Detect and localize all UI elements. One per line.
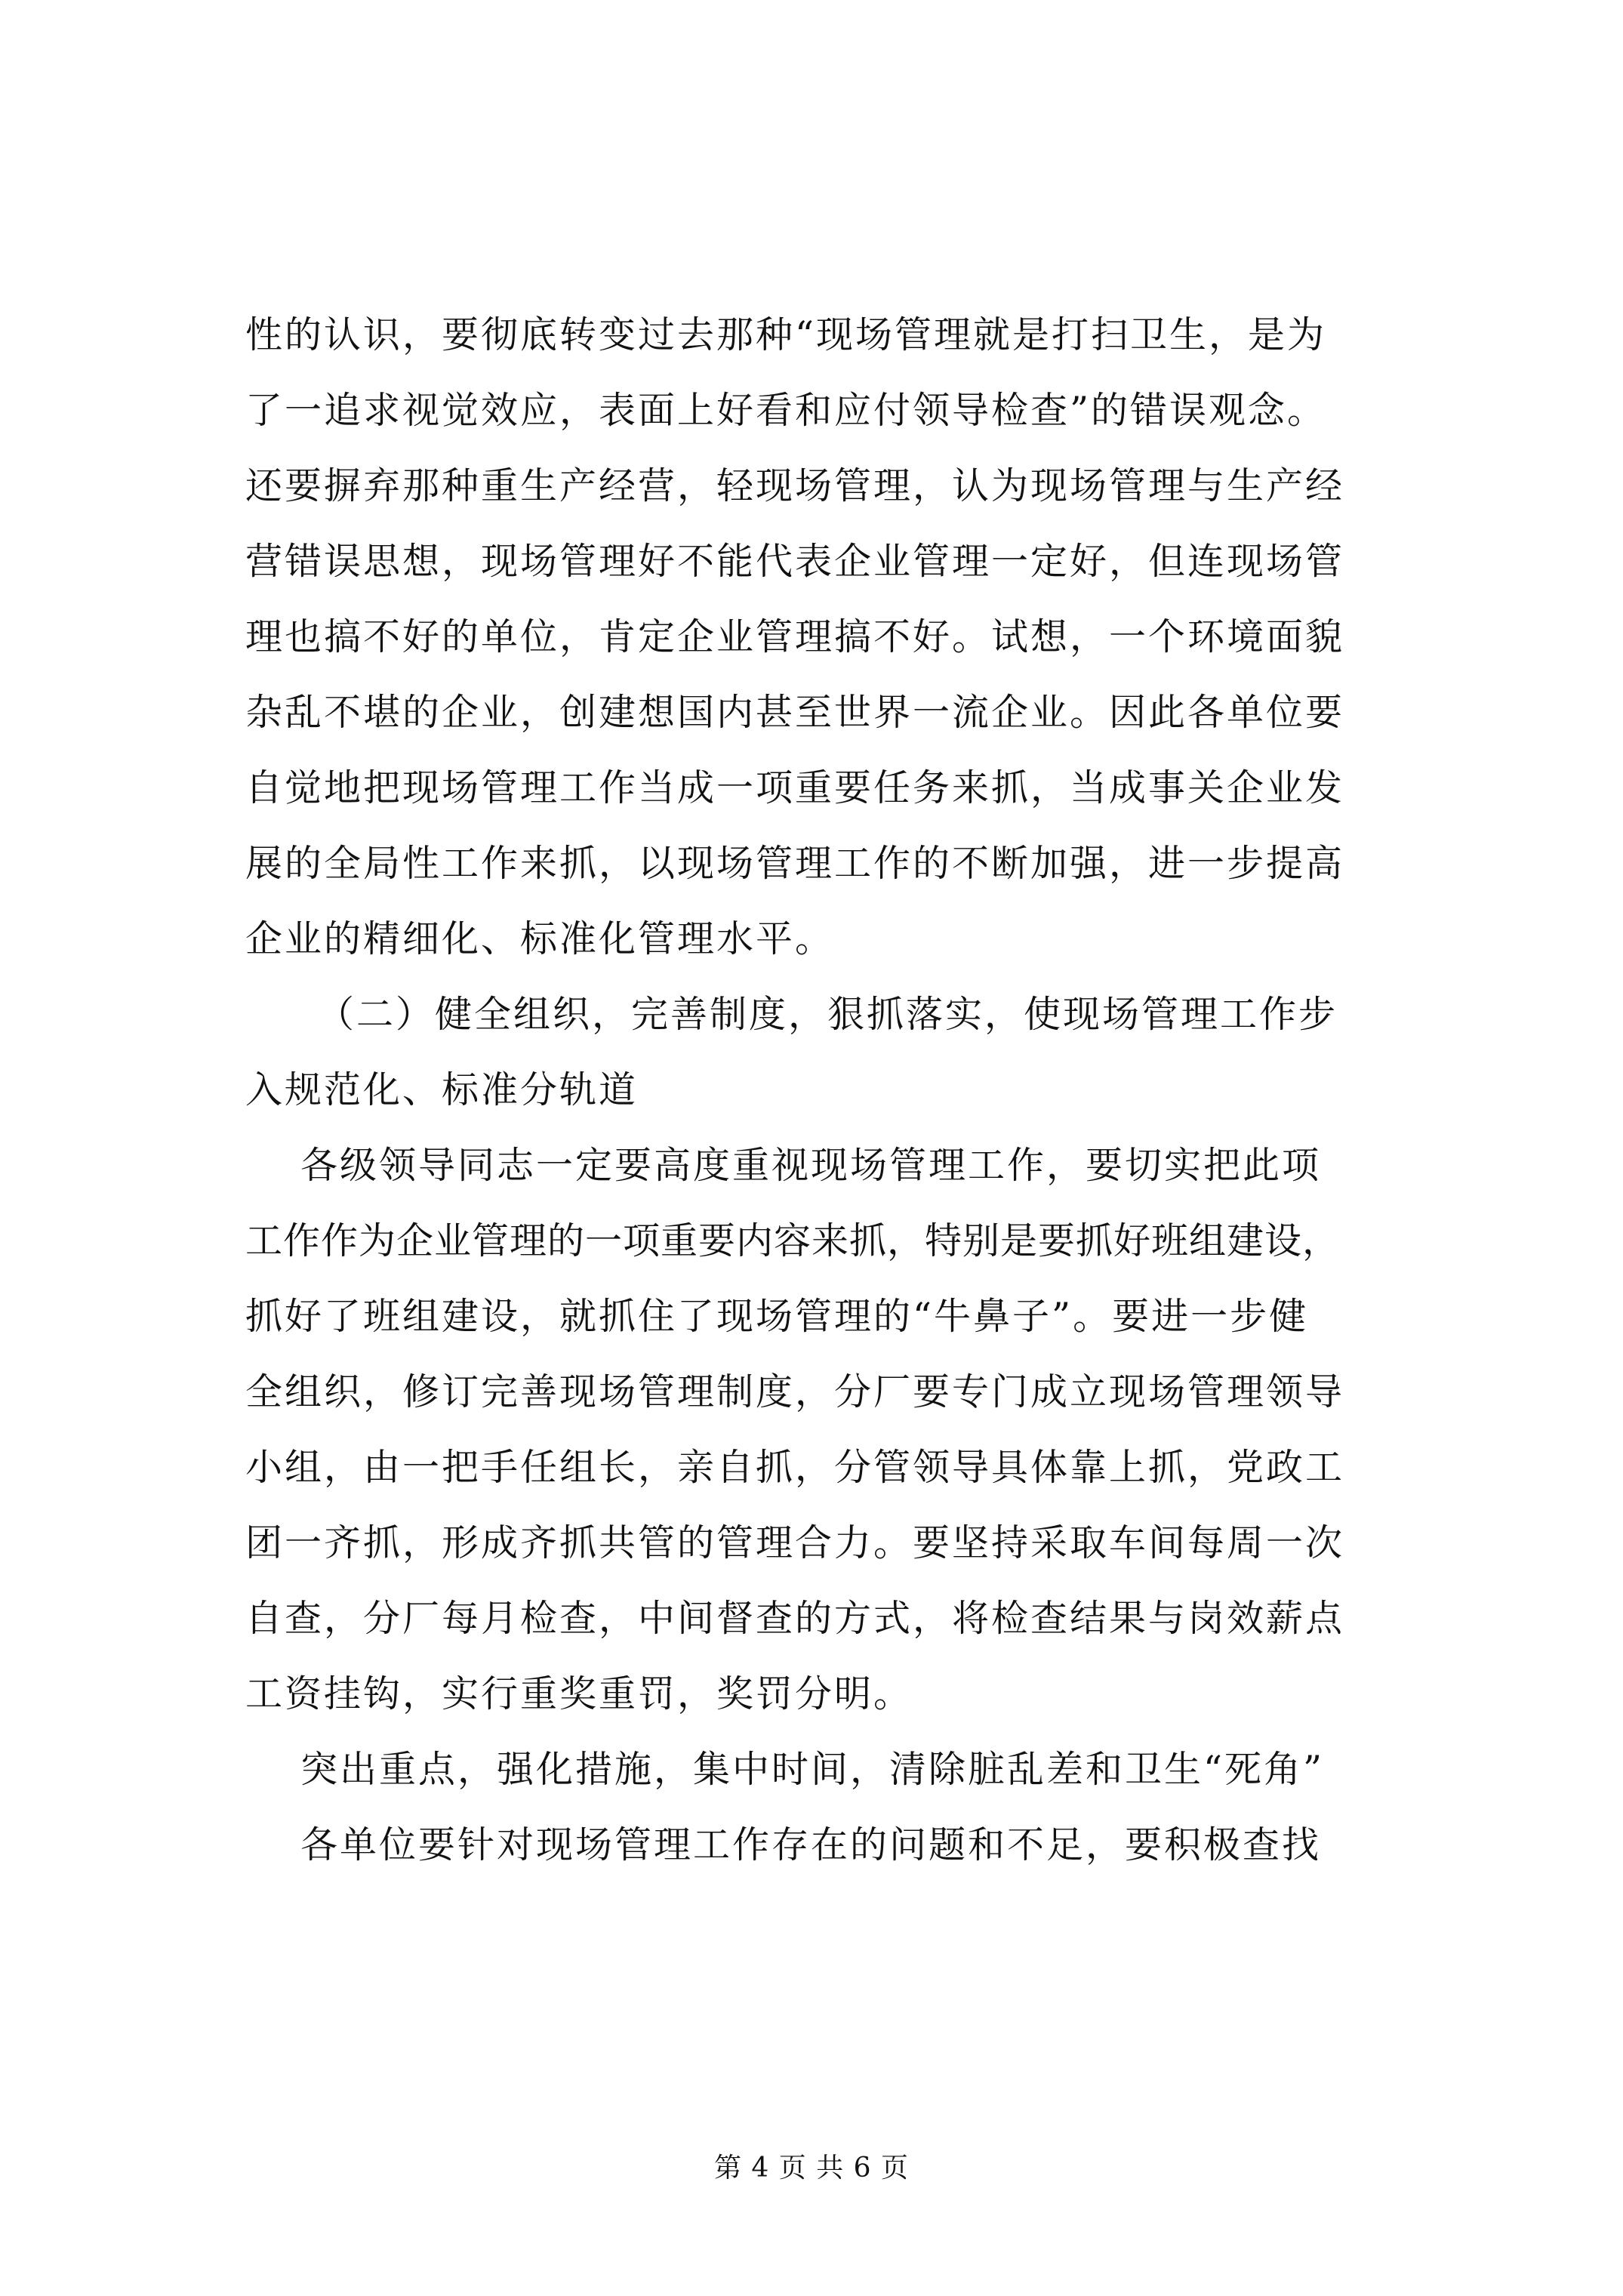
section-heading-line: 入规范化、标准分轨道 xyxy=(245,1068,639,1111)
paragraph-line: 团一齐抓，形成齐抓共管的管理合力。要坚持采取车间每周一次 xyxy=(245,1521,1345,1564)
section-heading-line: （二）健全组织，完善制度，狠抓落实，使现场管理工作步 xyxy=(317,993,1338,1036)
paragraph-line: 营错误思想，现场管理好不能代表企业管理一定好，但连现场管 xyxy=(245,540,1345,583)
paragraph-line: 企业的精细化、标准化管理水平。 xyxy=(245,917,835,960)
paragraph-line: 各级领导同志一定要高度重视现场管理工作，要切实把此项 xyxy=(300,1144,1322,1187)
paragraph-line: 自查，分厂每月检查，中间督查的方式，将检查结果与岗效薪点 xyxy=(245,1597,1345,1640)
paragraph-line: 工资挂钩，实行重奖重罚，奖罚分明。 xyxy=(245,1672,913,1715)
paragraph-line: 自觉地把现场管理工作当成一项重要任务来抓，当成事关企业发 xyxy=(245,766,1345,809)
paragraph-line: 性的认识，要彻底转变过去那种“现场管理就是打扫卫生，是为 xyxy=(245,313,1327,356)
paragraph-line: 小组，由一把手任组长，亲自抓，分管领导具体靠上抓，党政工 xyxy=(245,1446,1345,1489)
paragraph-line: 突出重点，强化措施，集中时间，清除脏乱差和卫生“死角” xyxy=(300,1748,1325,1791)
paragraph-line: 各单位要针对现场管理工作存在的问题和不足，要积极查找 xyxy=(300,1823,1322,1866)
paragraph-line: 展的全局性工作来抓，以现场管理工作的不断加强，进一步提高 xyxy=(245,842,1345,885)
paragraph-line: 全组织，修订完善现场管理制度，分厂要专门成立现场管理领导 xyxy=(245,1370,1345,1413)
page-number-footer: 第 4 页 共 6 页 xyxy=(713,2153,910,2184)
paragraph-line: 工作作为企业管理的一项重要内容来抓，特别是要抓好班组建设， xyxy=(245,1219,1341,1262)
paragraph-line: 了一追求视觉效应，表面上好看和应付领导检查”的错误观念。 xyxy=(245,389,1327,432)
paragraph-line: 理也搞不好的单位，肯定企业管理搞不好。试想，一个环境面貌 xyxy=(245,615,1345,658)
paragraph-line: 还要摒弃那种重生产经营，轻现场管理，认为现场管理与生产经 xyxy=(245,464,1345,507)
paragraph-line: 抓好了班组建设，就抓住了现场管理的“牛鼻子”。要进一步健 xyxy=(245,1295,1309,1338)
paragraph-line: 杂乱不堪的企业，创建想国内甚至世界一流企业。因此各单位要 xyxy=(245,691,1345,734)
